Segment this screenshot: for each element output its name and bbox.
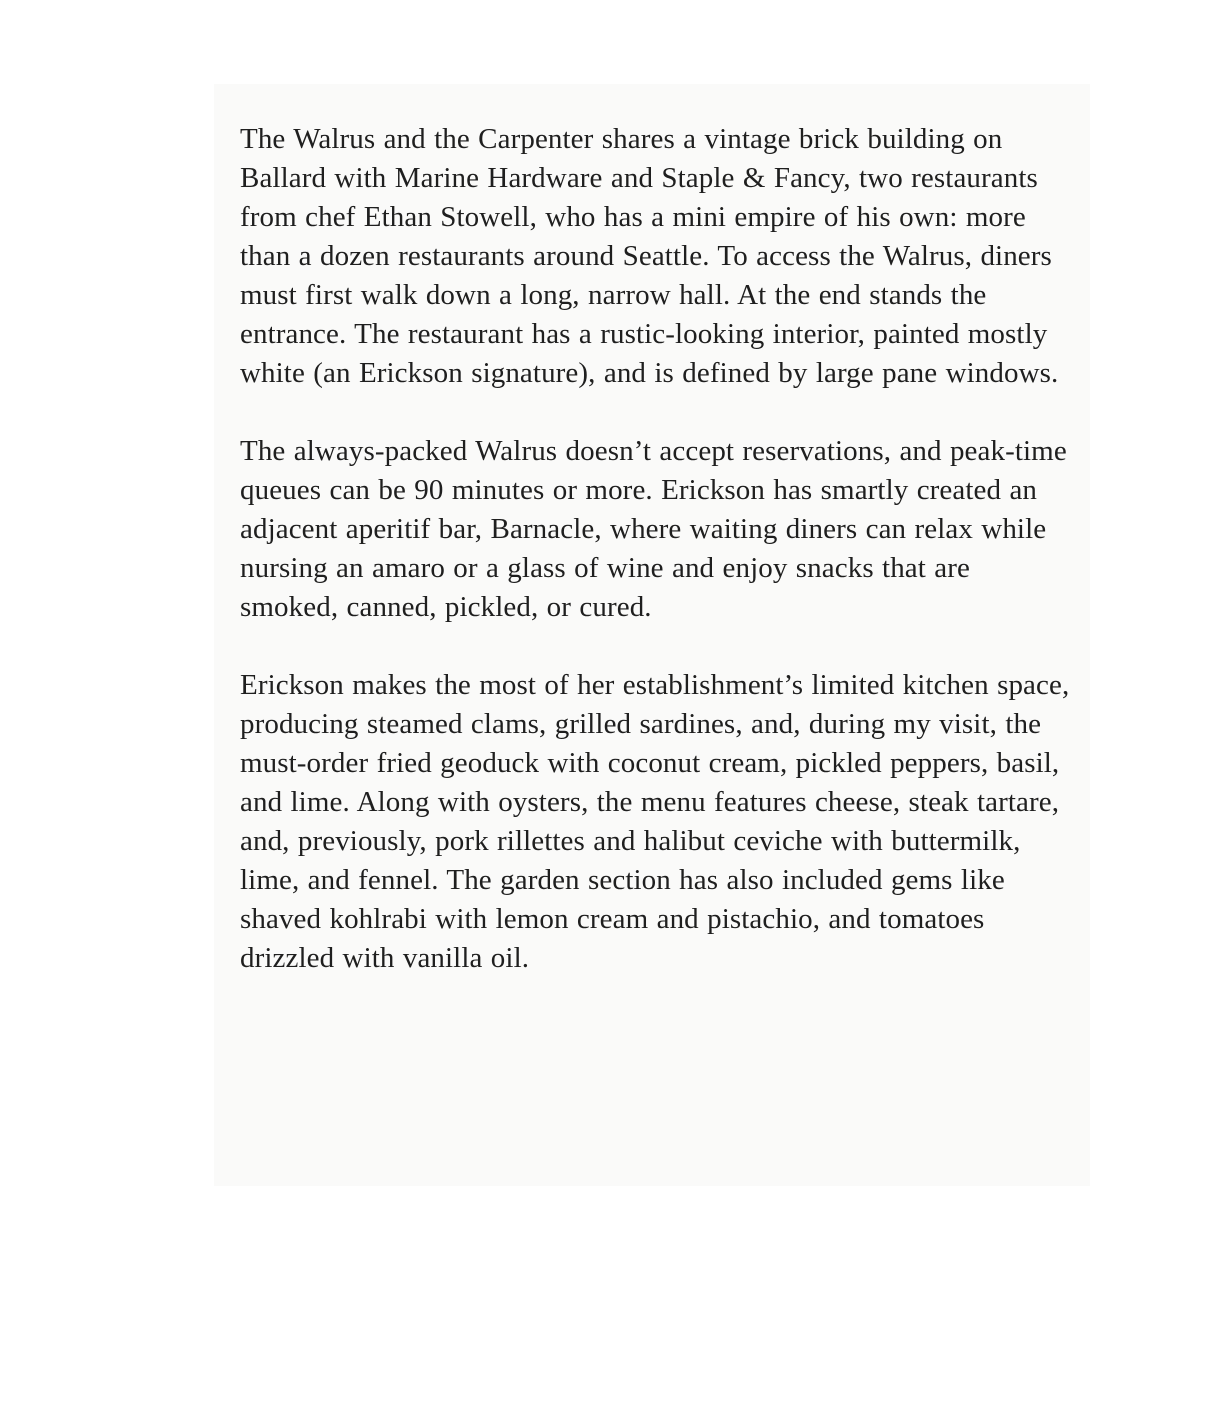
- paragraph-1: The Walrus and the Carpenter shares a vintage brick building on Ballard with Marine Hardware and Staple & Fancy, two restaurants from chef Ethan Stowell, who has a mini empire of his own: more than a dozen restaurants around Seattle. To access the Walrus, diners must first walk down a long, narrow hall. At the end stands the entrance. The restaurant has a rustic-looking interior, painted mostly white (an Erickson signature), and is defined by large pane windows.: [240, 123, 1059, 389]
- paragraph-2: The always-packed Walrus doesn’t accept reservations, and peak-time queues can be 90 minutes or more. Erickson has smartly created an adjacent aperitif bar, Barnacle, where waiting diners can relax while nursing an amaro or a glass of wine and enjoy snacks that are smoked, canned, pickled, or cured.: [240, 435, 1067, 623]
- paragraph-3: Erickson makes the most of her establishment’s limited kitchen space, producing steamed clams, grilled sardines, and, during my visit, the must-order fried geoduck with coconut cream, pickled peppers, basil, and lime. Along with oysters, the menu features cheese, steak tartare, and, previously, pork rillettes and halibut ceviche with buttermilk, lime, and fennel. The garden section has also included gems like shaved kohlrabi with lemon cream and pistachio, and tomatoes drizzled with vanilla oil.: [240, 669, 1070, 974]
- article-card: [214, 84, 1090, 1186]
- article-body: [240, 120, 1072, 978]
